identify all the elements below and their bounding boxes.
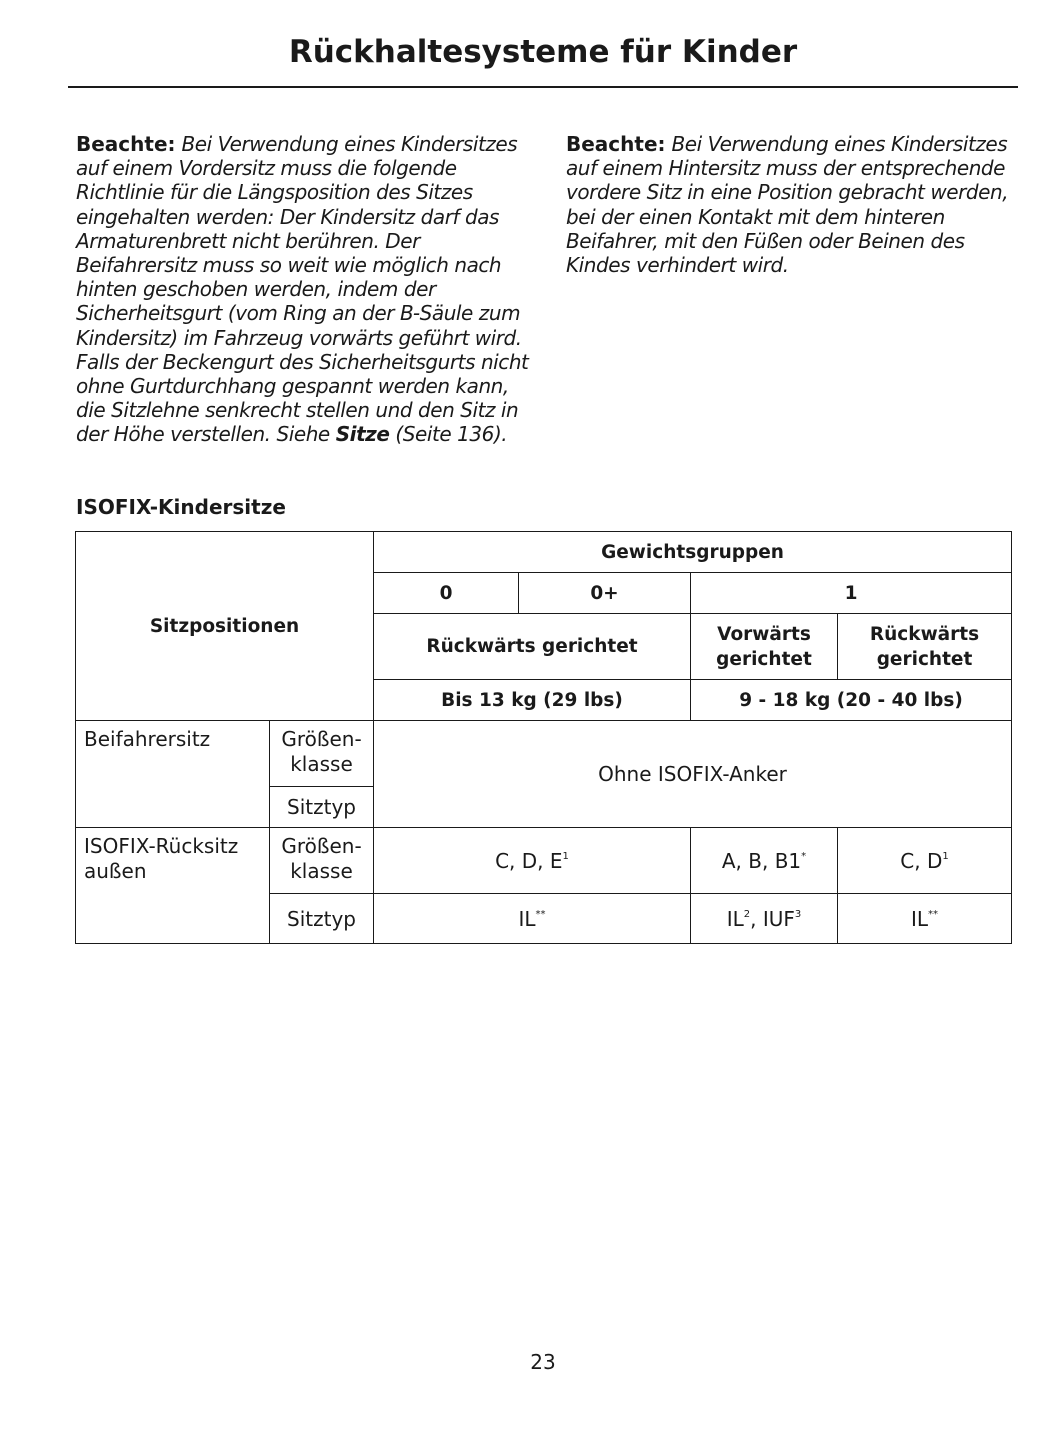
page-reference: (Seite 136). [395, 422, 508, 447]
size-class-rear-facing-group1: C, $D^1$ [838, 828, 1012, 894]
cross-reference-link[interactable]: Sitze [335, 422, 390, 447]
seat-type-label: Sitztyp [270, 894, 374, 944]
rear-facing-group1-header: Rückwärts gerichtet [838, 614, 1012, 680]
size-class-label: Größen- klasse [270, 828, 374, 894]
seat-type-forward-facing: $IL^2$, IUF$^3$ [691, 894, 838, 944]
seat-type-label: Sitztyp [270, 787, 374, 828]
note-text: Bei Verwendung eines Kindersitzes auf einem Vordersitz muss die folgende Richtlinie für die Längsposition des Sitzes eingehalten werden: Der Kindersitz darf das Armaturenbrett nicht berühren. Der Beifahrersitz muss so weit wie möglich nach hinten geschoben werden, indem der Sicherheitsgurt (vom Ring an der B-Säule zum Kindersitz) im Fahrzeug vorwärts geführt wird. Falls der Beckengurt des Sicherheitsgurts nicht ohne Gurtdurchhang gespannt werden kann, die Sitzlehne senkrecht stellen und den Sitz in der Höhe verstellen. Siehe [76, 132, 529, 447]
section-heading: ISOFIX-Kindersitze [76, 495, 286, 519]
page-number: 23 [530, 1350, 556, 1374]
no-isofix-anchor-cell: Ohne ISOFIX-Anker [374, 721, 1012, 828]
weight-groups-header: Gewichtsgruppen [374, 532, 1012, 573]
seat-type-rear-facing-group1: IL** [838, 894, 1012, 944]
seat-type-rear-facing: IL** [374, 894, 691, 944]
passenger-seat-label: Beifahrersitz [76, 721, 270, 828]
note-front-seat [76, 132, 531, 447]
note-label: Beachte: [76, 132, 176, 156]
rear-outer-seat-label: ISOFIX-Rücksitz außen [76, 828, 270, 944]
weight-range-low: Bis 13 kg (29 lbs) [374, 680, 691, 721]
seat-positions-header: Sitzpositionen [76, 532, 374, 721]
forward-facing-header: Vorwärts gerichtet [691, 614, 838, 680]
page-title: Rückhaltesysteme für Kinder [288, 34, 798, 70]
title-divider [68, 86, 1018, 88]
rear-facing-header: Rückwärts gerichtet [374, 614, 691, 680]
size-class-forward-facing: A, B, B1* [691, 828, 838, 894]
isofix-table [75, 531, 1012, 944]
size-class-rear-facing: C, D, $E^1$ [374, 828, 691, 894]
group-0plus-header: 0+ [519, 573, 691, 614]
note-rear-seat [566, 132, 1021, 277]
group-0-header: 0 [374, 573, 519, 614]
note-label: Beachte: [566, 132, 666, 156]
group-1-header: 1 [691, 573, 1012, 614]
weight-range-high: 9 - 18 kg (20 - 40 lbs) [691, 680, 1012, 721]
note-text: Bei Verwendung eines Kindersitzes auf einem Hintersitz muss der entsprechende vordere Sitz in eine Position gebracht werden, bei der einen Kontakt mit dem hinteren Beifahrer, mit den Füßen oder Beinen des Kindes verhindert wird. [566, 132, 1009, 278]
size-class-label: Größen- klasse [270, 721, 374, 787]
